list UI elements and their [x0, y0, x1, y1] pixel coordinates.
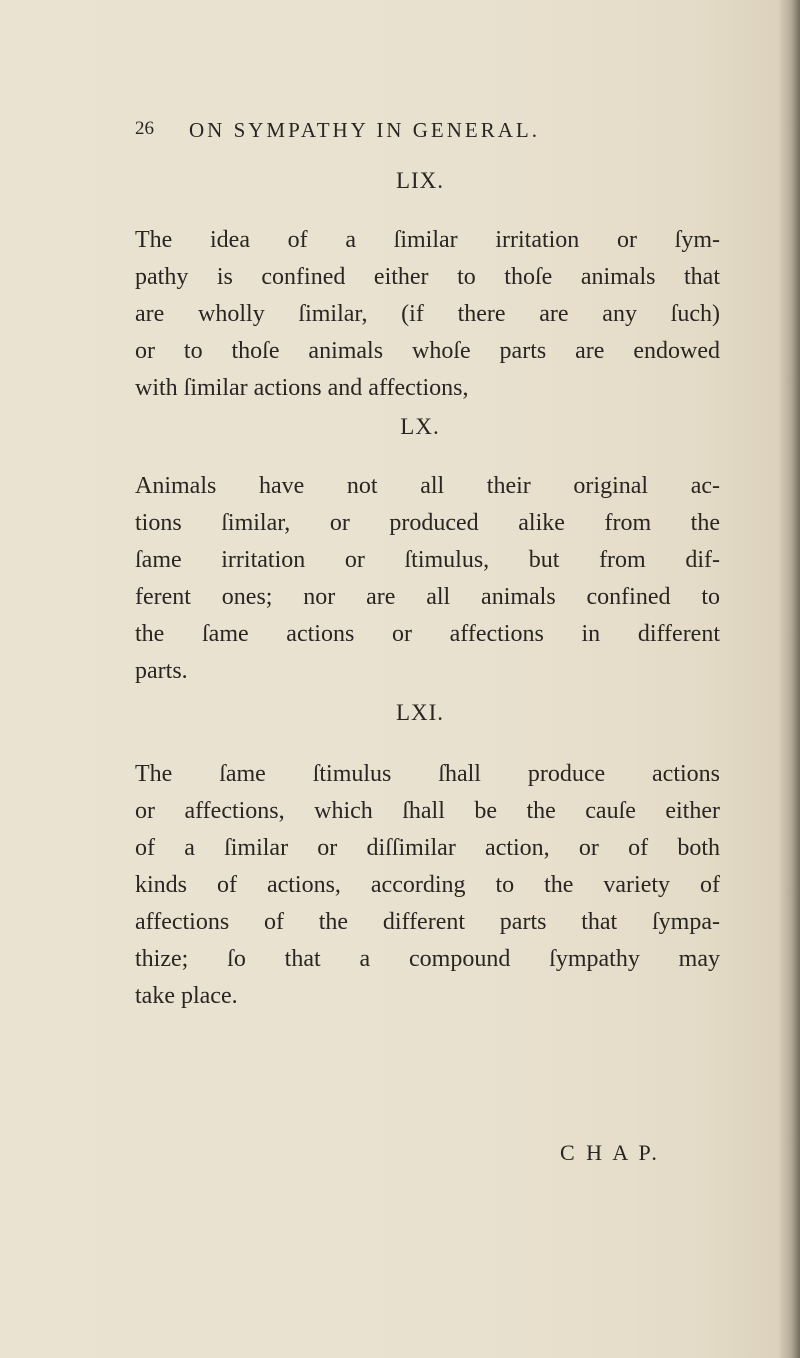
- text-line: the ſame actions or affections in different: [135, 621, 720, 647]
- text-line: affections of the different parts that ſympa-: [135, 909, 720, 935]
- paragraph-lxi: [135, 756, 720, 1015]
- text-line: or to thoſe animals whoſe parts are endowed: [135, 338, 720, 364]
- page-number: 26: [135, 118, 154, 139]
- text-line: kinds of actions, according to the variety of: [135, 872, 720, 898]
- text-line: thize; ſo that a compound ſympathy may: [135, 946, 720, 972]
- text-line: The ſame ſtimulus ſhall produce actions: [135, 761, 720, 787]
- paragraph-lix: [135, 222, 720, 407]
- text-line: with ſimilar actions and affections,: [135, 375, 469, 401]
- catchword: C H A P.: [560, 1140, 660, 1165]
- section-number-lxi: LXI.: [395, 700, 445, 725]
- text-line: take place.: [135, 983, 238, 1009]
- text-line: pathy is confined either to thoſe animals that: [135, 264, 720, 290]
- text-line: Animals have not all their original ac-: [135, 473, 720, 499]
- section-number-lix: LIX.: [395, 168, 445, 193]
- text-line: ferent ones; nor are all animals confined to: [135, 584, 720, 610]
- paragraph-lx: [135, 468, 720, 690]
- text-line: tions ſimilar, or produced alike from the: [135, 510, 720, 536]
- text-line: The idea of a ſimilar irritation or ſym-: [135, 227, 720, 253]
- running-title: ON SYMPATHY IN GENERAL.: [189, 118, 540, 142]
- text-line: ſame irritation or ſtimulus, but from dif-: [135, 547, 720, 573]
- page-edge-shadow: [778, 0, 800, 1358]
- section-number-lx: LX.: [400, 414, 440, 439]
- running-head: [135, 118, 705, 152]
- text-line: parts.: [135, 658, 188, 684]
- text-line: or affections, which ſhall be the cauſe either: [135, 798, 720, 824]
- text-line: are wholly ſimilar, (if there are any ſuch): [135, 301, 720, 327]
- text-line: of a ſimilar or diſſimilar action, or of both: [135, 835, 720, 861]
